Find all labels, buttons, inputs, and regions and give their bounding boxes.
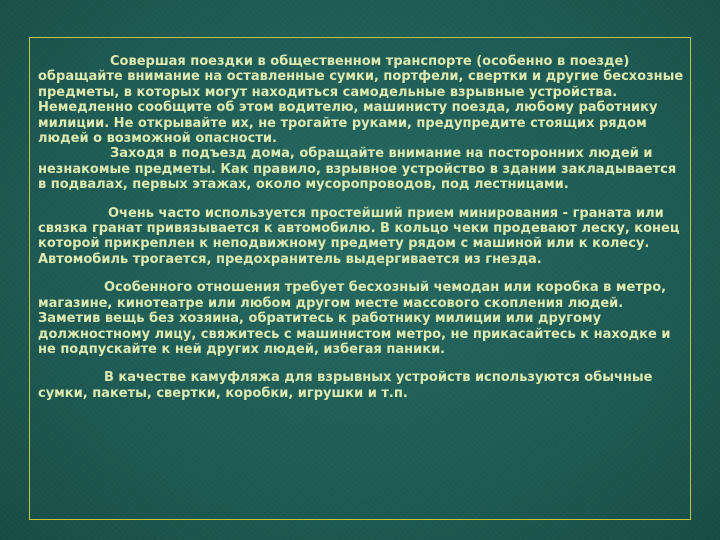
paragraph-camouflage <box>38 370 688 401</box>
paragraph-grenade-car <box>38 206 688 268</box>
paragraph-text: Очень часто используется простейший прием минирования - граната или связка гранат привязывается к автомобилю. В кольцо чеки продевают леску, конец которой прикреплен к неподвижному предмету рядом с машиной или к колесу. Автомобиль трогается, предохранитель выдергивается из гнезда. <box>38 205 680 267</box>
paragraph-entrance <box>38 146 688 192</box>
slide-text <box>38 54 688 401</box>
paragraph-text: Совершая поездки в общественном транспорте (особенно в поезде) обращайте внимание на оставленные сумки, портфели, свертки и другие бесхозные предметы, в которых могут находиться самодельные взрывные устройства. Немедленно сообщите об этом водителю, машинисту поезда, любому работнику милиции. Не открывайте их, не трогайте руками, предупредите стоящих рядом людей о возможной опасности. <box>38 54 684 147</box>
paragraph-text: Особенного отношения требует бесхозный чемодан или коробка в метро, магазине, кинотеатре или любом другом месте массового скопления людей. Заметив вещь без хозяина, обратитесь к работнику милиции или другому должностному лицу, свяжитесь с машинистом метро, не прикасайтесь к находке и не подпускайте к ней других людей, избегая паники. <box>38 280 671 357</box>
paragraph-unattended-luggage <box>38 280 688 357</box>
paragraph-text: В качестве камуфляжа для взрывных устройств используются обычные сумки, пакеты, свертки, коробки, игрушки и т.п. <box>38 370 653 401</box>
paragraph-public-transport <box>38 54 688 146</box>
paragraph-text: Заходя в подъезд дома, обращайте внимание на посторонних людей и незнакомые предметы. Как правило, взрывное устройство в здании закладывается в подвалах, первых этажах, около мусоропроводов, под лестницами. <box>38 146 677 193</box>
